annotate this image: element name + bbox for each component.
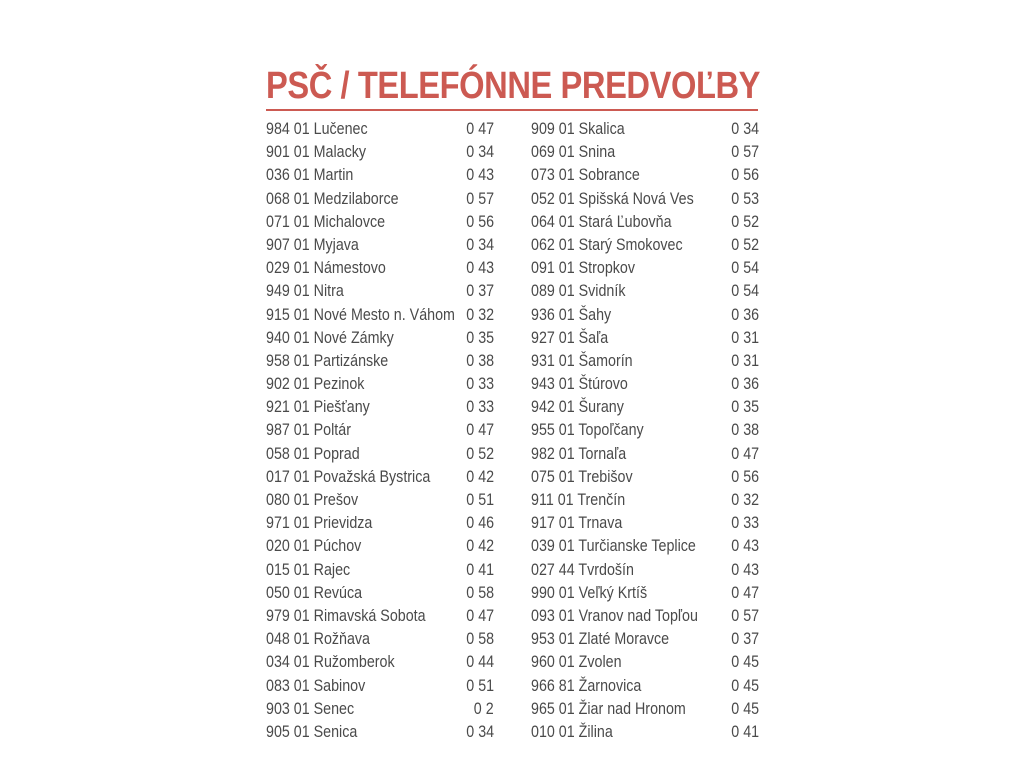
postal-code-town: 903 01 Senec xyxy=(266,698,355,718)
list-item xyxy=(531,279,759,302)
list-item xyxy=(531,650,759,673)
phone-prefix: 0 45 xyxy=(731,675,759,695)
phone-prefix: 0 43 xyxy=(731,536,759,556)
phone-prefix: 0 41 xyxy=(466,559,494,579)
phone-prefix: 0 31 xyxy=(731,350,759,370)
phone-prefix: 0 56 xyxy=(466,211,494,231)
postal-code-town: 987 01 Poltár xyxy=(266,420,351,440)
list-item xyxy=(531,511,759,534)
phone-prefix: 0 34 xyxy=(466,234,494,254)
postal-code-town: 953 01 Zlaté Moravce xyxy=(531,629,670,649)
list-item xyxy=(531,581,759,604)
list-item xyxy=(531,558,759,581)
list-item xyxy=(531,303,759,326)
phone-prefix: 0 46 xyxy=(466,513,494,533)
list-item xyxy=(266,256,494,279)
list-item xyxy=(531,140,759,163)
phone-prefix: 0 47 xyxy=(466,119,494,138)
list-item xyxy=(266,395,494,418)
postal-code-town: 073 01 Sobrance xyxy=(531,165,640,185)
postal-code-town: 062 01 Starý Smokovec xyxy=(531,234,683,254)
postal-code-town: 901 01 Malacky xyxy=(266,142,367,162)
postal-code-town: 089 01 Svidník xyxy=(531,281,626,301)
phone-prefix: 0 47 xyxy=(466,605,494,625)
postal-code-town: 091 01 Stropkov xyxy=(531,258,636,278)
postal-code-town: 069 01 Snina xyxy=(531,142,616,162)
postal-code-town: 029 01 Námestovo xyxy=(266,258,386,278)
list-item xyxy=(531,163,759,186)
phone-prefix: 0 32 xyxy=(466,304,494,324)
phone-prefix: 0 44 xyxy=(466,652,494,672)
postal-code-town: 907 01 Myjava xyxy=(266,234,359,254)
phone-prefix: 0 32 xyxy=(731,490,759,509)
postal-code-town: 931 01 Šamorín xyxy=(531,350,633,370)
phone-prefix: 0 36 xyxy=(731,374,759,394)
list-item xyxy=(266,697,494,720)
phone-prefix: 0 47 xyxy=(731,443,759,463)
phone-prefix: 0 2 xyxy=(474,698,494,718)
list-item xyxy=(266,511,494,534)
phone-prefix: 0 42 xyxy=(466,466,494,486)
phone-prefix: 0 52 xyxy=(731,234,759,254)
phone-prefix: 0 43 xyxy=(466,258,494,278)
list-item xyxy=(266,720,494,743)
postal-code-town: 936 01 Šahy xyxy=(531,304,612,324)
postal-code-town: 905 01 Senica xyxy=(266,721,358,741)
phone-prefix: 0 52 xyxy=(731,211,759,231)
list-item xyxy=(266,558,494,581)
list-item xyxy=(266,674,494,697)
list-item xyxy=(531,187,759,210)
postal-code-town: 966 81 Žarnovica xyxy=(531,675,642,695)
postal-code-town: 075 01 Trebišov xyxy=(531,466,633,486)
list-item xyxy=(531,534,759,557)
postal-code-town: 093 01 Vranov nad Topľou xyxy=(531,605,698,625)
phone-prefix: 0 37 xyxy=(466,281,494,301)
list-item xyxy=(531,720,759,743)
phone-prefix: 0 33 xyxy=(466,374,494,394)
phone-prefix: 0 51 xyxy=(466,675,494,695)
list-item xyxy=(531,418,759,441)
phone-prefix: 0 33 xyxy=(731,513,759,533)
postal-code-town: 080 01 Prešov xyxy=(266,490,359,509)
phone-prefix: 0 47 xyxy=(731,582,759,602)
list-item xyxy=(531,697,759,720)
postal-code-town: 915 01 Nové Mesto n. Váhom xyxy=(266,304,455,324)
phone-prefix: 0 57 xyxy=(731,605,759,625)
phone-prefix: 0 45 xyxy=(731,652,759,672)
postal-code-town: 943 01 Štúrovo xyxy=(531,374,628,394)
postal-code-town: 909 01 Skalica xyxy=(531,119,625,138)
postal-code-town: 955 01 Topoľčany xyxy=(531,420,644,440)
list-item xyxy=(531,604,759,627)
postal-code-town: 010 01 Žilina xyxy=(531,721,613,741)
phone-prefix: 0 56 xyxy=(731,165,759,185)
postal-code-town: 958 01 Partizánske xyxy=(266,350,389,370)
list-item xyxy=(266,326,494,349)
postal-code-town: 902 01 Pezinok xyxy=(266,374,365,394)
postal-code-town: 071 01 Michalovce xyxy=(266,211,386,231)
postal-code-town: 940 01 Nové Zámky xyxy=(266,327,394,347)
list-item xyxy=(531,349,759,372)
postal-code-town: 911 01 Trenčín xyxy=(531,490,626,509)
title-divider xyxy=(266,109,758,111)
postal-code-town: 949 01 Nitra xyxy=(266,281,344,301)
right-column-list xyxy=(531,117,759,743)
list-item xyxy=(531,117,759,140)
postal-code-town: 982 01 Tornaľa xyxy=(531,443,627,463)
postal-code-town: 015 01 Rajec xyxy=(266,559,351,579)
list-item xyxy=(266,627,494,650)
postal-code-town: 020 01 Púchov xyxy=(266,536,362,556)
phone-prefix: 0 53 xyxy=(731,188,759,208)
postal-code-town: 927 01 Šaľa xyxy=(531,327,609,347)
phone-prefix: 0 34 xyxy=(466,721,494,741)
phone-prefix: 0 54 xyxy=(731,281,759,301)
phone-prefix: 0 41 xyxy=(731,721,759,741)
list-item xyxy=(266,465,494,488)
postal-code-town: 921 01 Piešťany xyxy=(266,397,370,417)
phone-prefix: 0 52 xyxy=(466,443,494,463)
phone-prefix: 0 47 xyxy=(466,420,494,440)
postal-code-town: 050 01 Revúca xyxy=(266,582,363,602)
list-item xyxy=(266,140,494,163)
phone-prefix: 0 57 xyxy=(466,188,494,208)
list-item xyxy=(266,279,494,302)
postal-code-town: 017 01 Považská Bystrica xyxy=(266,466,431,486)
list-item xyxy=(266,372,494,395)
phone-prefix: 0 56 xyxy=(731,466,759,486)
phone-prefix: 0 58 xyxy=(466,629,494,649)
list-item xyxy=(266,534,494,557)
phone-prefix: 0 35 xyxy=(731,397,759,417)
list-item xyxy=(531,326,759,349)
page-title: PSČ / TELEFÓNNE PREDVOĽBY xyxy=(266,65,761,107)
list-item xyxy=(266,604,494,627)
postal-code-town: 064 01 Stará Ľubovňa xyxy=(531,211,672,231)
postal-code-town: 942 01 Šurany xyxy=(531,397,624,417)
list-item xyxy=(266,187,494,210)
phone-prefix: 0 43 xyxy=(731,559,759,579)
list-item xyxy=(531,488,759,511)
phone-prefix: 0 42 xyxy=(466,536,494,556)
list-item xyxy=(531,465,759,488)
list-item xyxy=(266,442,494,465)
postal-code-town: 984 01 Lučenec xyxy=(266,119,368,138)
postal-code-town: 960 01 Zvolen xyxy=(531,652,622,672)
list-item xyxy=(266,650,494,673)
postal-code-town: 048 01 Rožňava xyxy=(266,629,371,649)
postal-code-town: 990 01 Veľký Krtíš xyxy=(531,582,648,602)
list-item xyxy=(531,674,759,697)
list-item xyxy=(531,372,759,395)
postal-code-town: 979 01 Rimavská Sobota xyxy=(266,605,426,625)
phone-prefix: 0 57 xyxy=(731,142,759,162)
postal-code-town: 965 01 Žiar nad Hronom xyxy=(531,698,686,718)
postal-code-town: 971 01 Prievidza xyxy=(266,513,373,533)
list-item xyxy=(266,488,494,511)
list-item xyxy=(531,627,759,650)
list-item xyxy=(266,349,494,372)
phone-prefix: 0 34 xyxy=(731,119,759,138)
list-item xyxy=(266,117,494,140)
phone-prefix: 0 31 xyxy=(731,327,759,347)
postal-code-town: 052 01 Spišská Nová Ves xyxy=(531,188,694,208)
postal-code-town: 068 01 Medzilaborce xyxy=(266,188,399,208)
phone-prefix: 0 34 xyxy=(466,142,494,162)
list-item xyxy=(266,233,494,256)
phone-prefix: 0 37 xyxy=(731,629,759,649)
postal-code-town: 036 01 Martin xyxy=(266,165,354,185)
phone-prefix: 0 38 xyxy=(466,350,494,370)
postal-code-town: 058 01 Poprad xyxy=(266,443,360,463)
list-item xyxy=(531,210,759,233)
list-item xyxy=(531,256,759,279)
postal-code-town: 027 44 Tvrdošín xyxy=(531,559,634,579)
postal-code-town: 039 01 Turčianske Teplice xyxy=(531,536,696,556)
list-item xyxy=(266,163,494,186)
list-item xyxy=(531,233,759,256)
list-item xyxy=(266,581,494,604)
phone-prefix: 0 35 xyxy=(466,327,494,347)
phone-prefix: 0 33 xyxy=(466,397,494,417)
phone-prefix: 0 45 xyxy=(731,698,759,718)
list-item xyxy=(531,442,759,465)
postal-code-town: 034 01 Ružomberok xyxy=(266,652,395,672)
left-column-list xyxy=(266,117,494,743)
phone-prefix: 0 51 xyxy=(466,490,494,509)
list-item xyxy=(531,395,759,418)
phone-prefix: 0 54 xyxy=(731,258,759,278)
list-item xyxy=(266,303,494,326)
phone-prefix: 0 36 xyxy=(731,304,759,324)
list-item xyxy=(266,210,494,233)
phone-prefix: 0 58 xyxy=(466,582,494,602)
postal-code-town: 917 01 Trnava xyxy=(531,513,623,533)
phone-prefix: 0 38 xyxy=(731,420,759,440)
list-item xyxy=(266,418,494,441)
postal-code-town: 083 01 Sabinov xyxy=(266,675,366,695)
phone-prefix: 0 43 xyxy=(466,165,494,185)
